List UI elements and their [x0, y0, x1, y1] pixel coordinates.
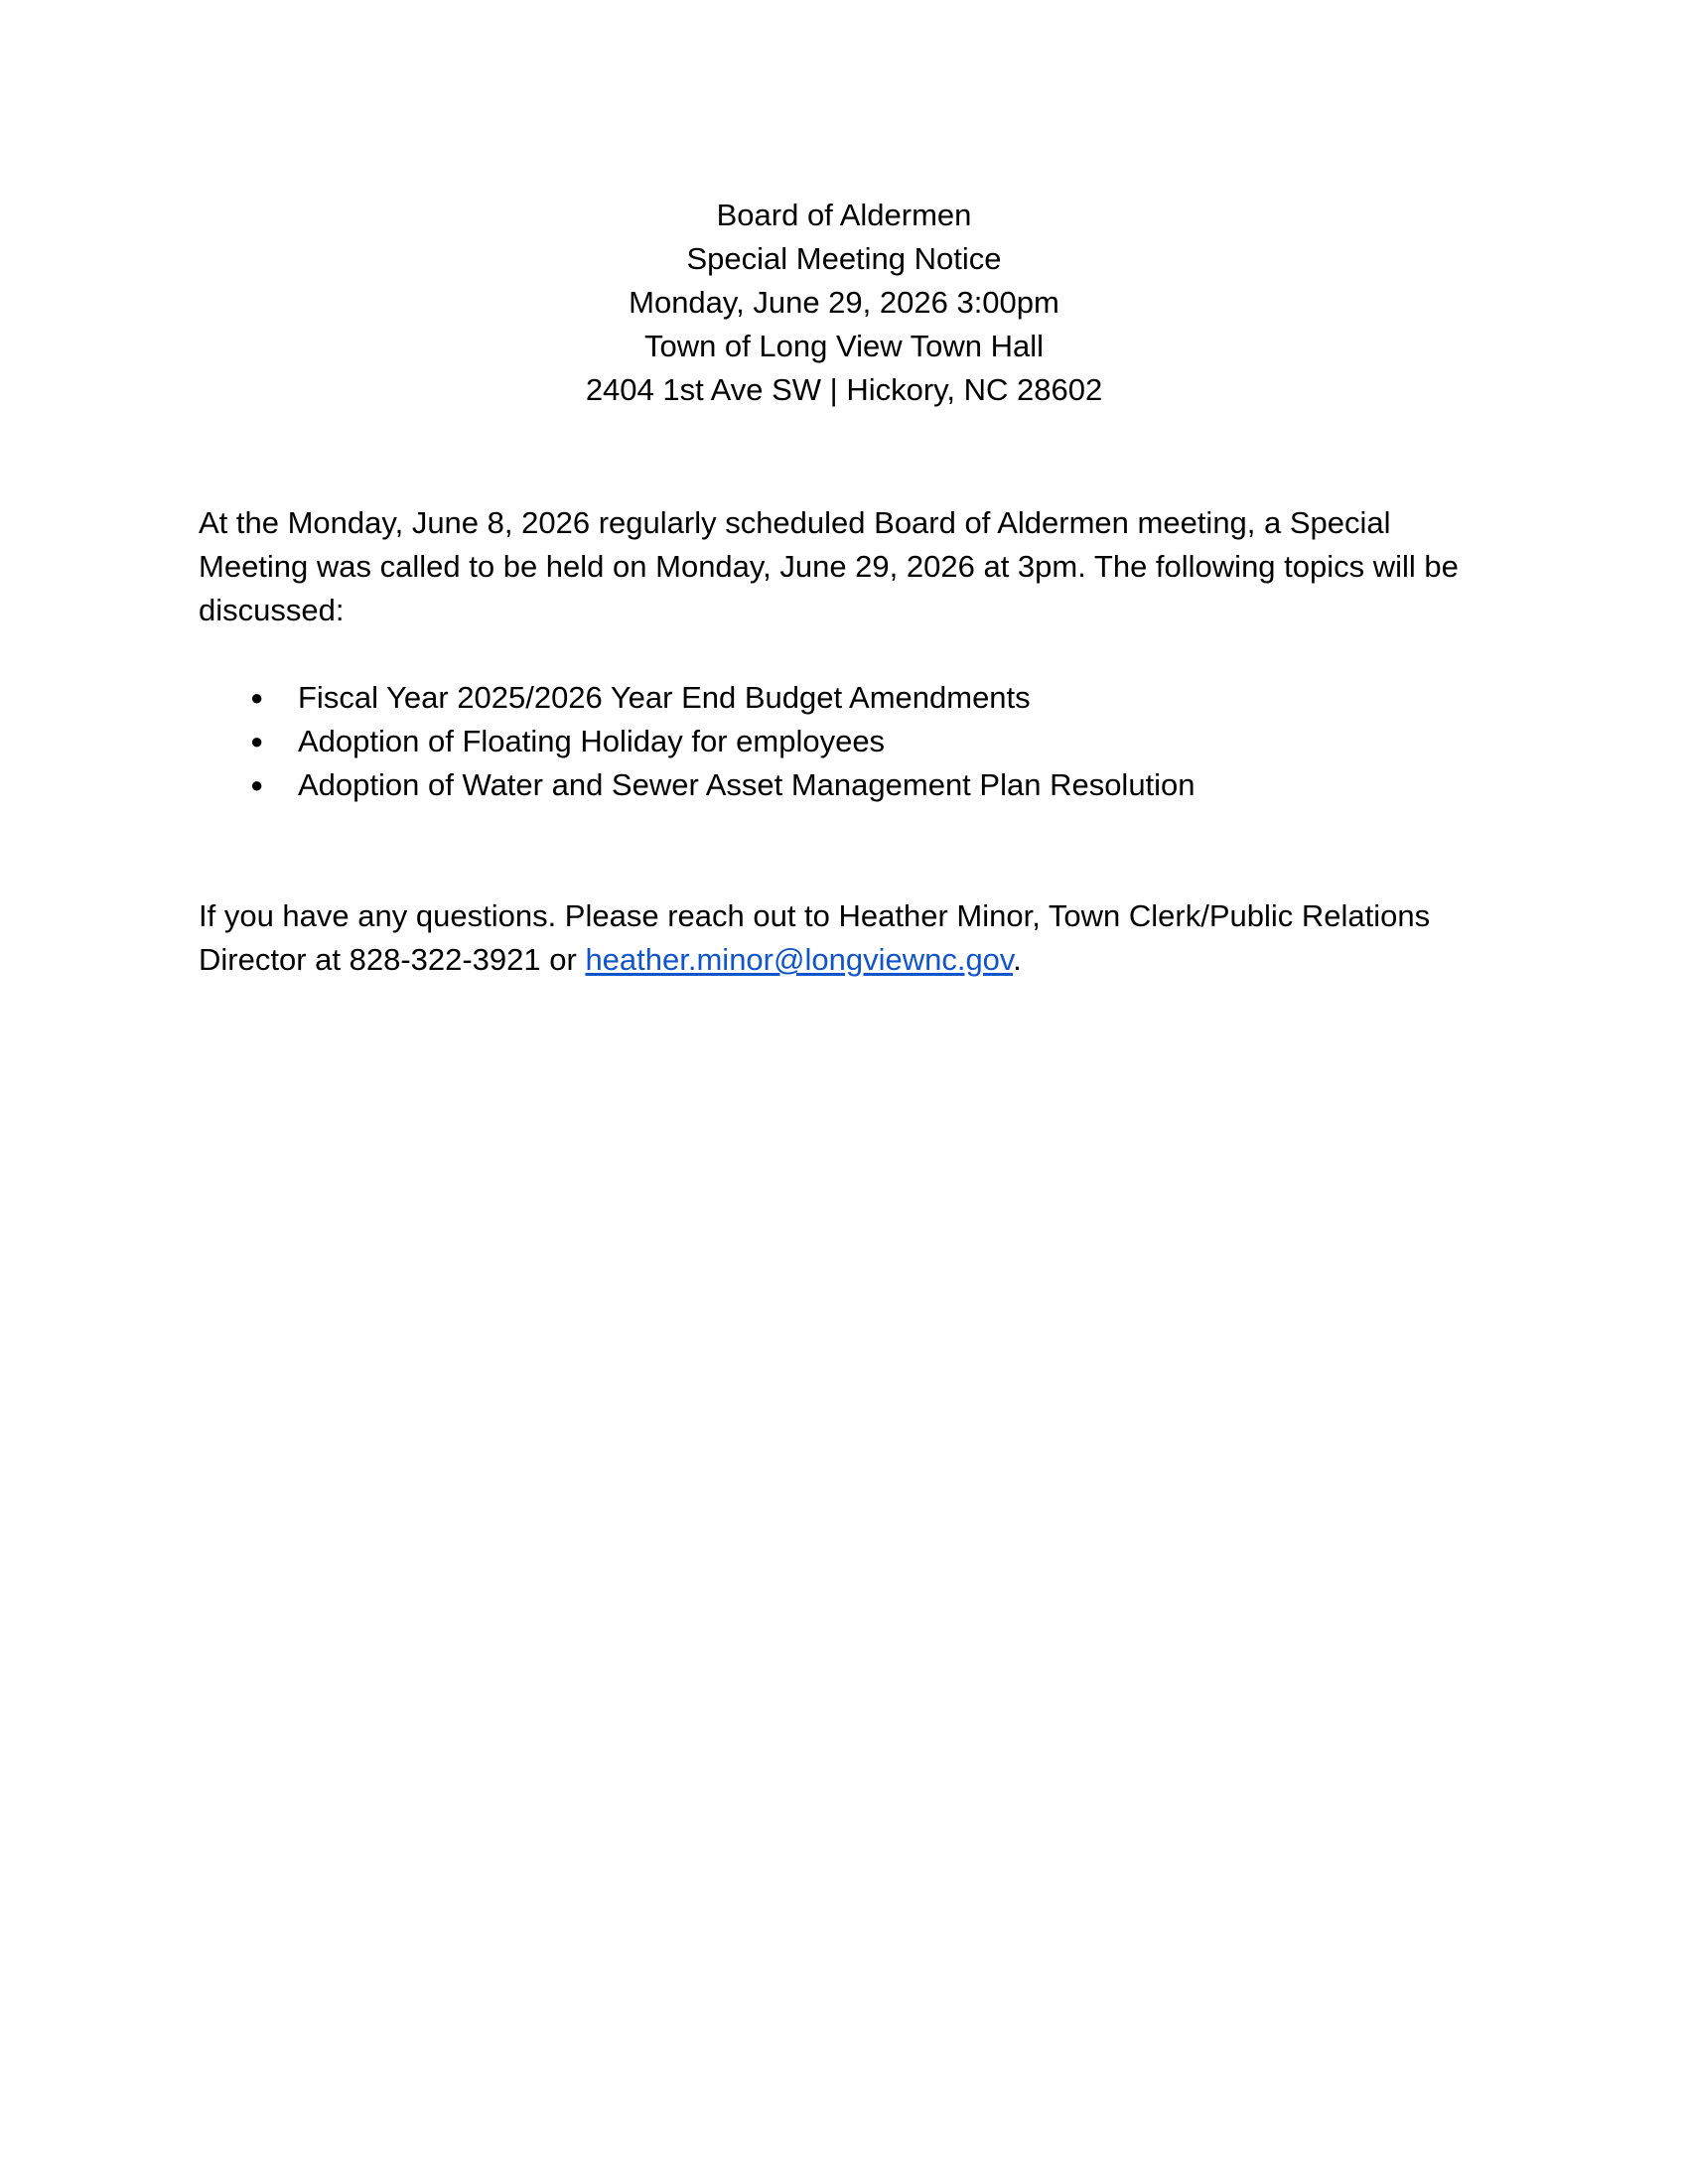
bullet-icon: ● — [250, 729, 264, 753]
header-location-name: Town of Long View Town Hall — [643, 329, 1045, 363]
list-item — [199, 720, 1499, 763]
header-notice-title: Special Meeting Notice — [686, 241, 1002, 276]
topic-text: Fiscal Year 2025/2026 Year End Budget Amendments — [298, 680, 1031, 715]
topic-text: Adoption of Floating Holiday for employees — [298, 724, 886, 758]
list-item — [199, 676, 1499, 720]
topic-text: Adoption of Water and Sewer Asset Management Plan Resolution — [298, 767, 1196, 802]
bullet-icon: ● — [250, 772, 264, 797]
header-location-address: 2404 1st Ave SW | Hickory, NC 28602 — [585, 372, 1103, 407]
topics-list — [199, 676, 1499, 807]
email-link[interactable]: heather.minor@longviewnc.gov — [585, 942, 1014, 977]
list-item — [199, 763, 1499, 807]
contact-paragraph — [199, 894, 1499, 982]
header-board-name: Board of Aldermen — [716, 198, 972, 232]
header-meeting-datetime: Monday, June 29, 2026 3:00pm — [629, 285, 1059, 320]
notice-header — [0, 194, 1688, 412]
intro-paragraph: At the Monday, June 8, 2026 regularly scheduled Board of Aldermen meeting, a Special Meeting was called to be held on Monday, June 29, 2026 at 3pm. The following topics will be discussed: — [199, 505, 1459, 627]
contact-text-end: . — [1013, 942, 1022, 977]
contact-text: If you have any questions. Please reach out to Heather Minor, Town Clerk/Public Relations Director at 828-322-3921 or — [199, 898, 1431, 977]
bullet-icon: ● — [250, 685, 264, 710]
